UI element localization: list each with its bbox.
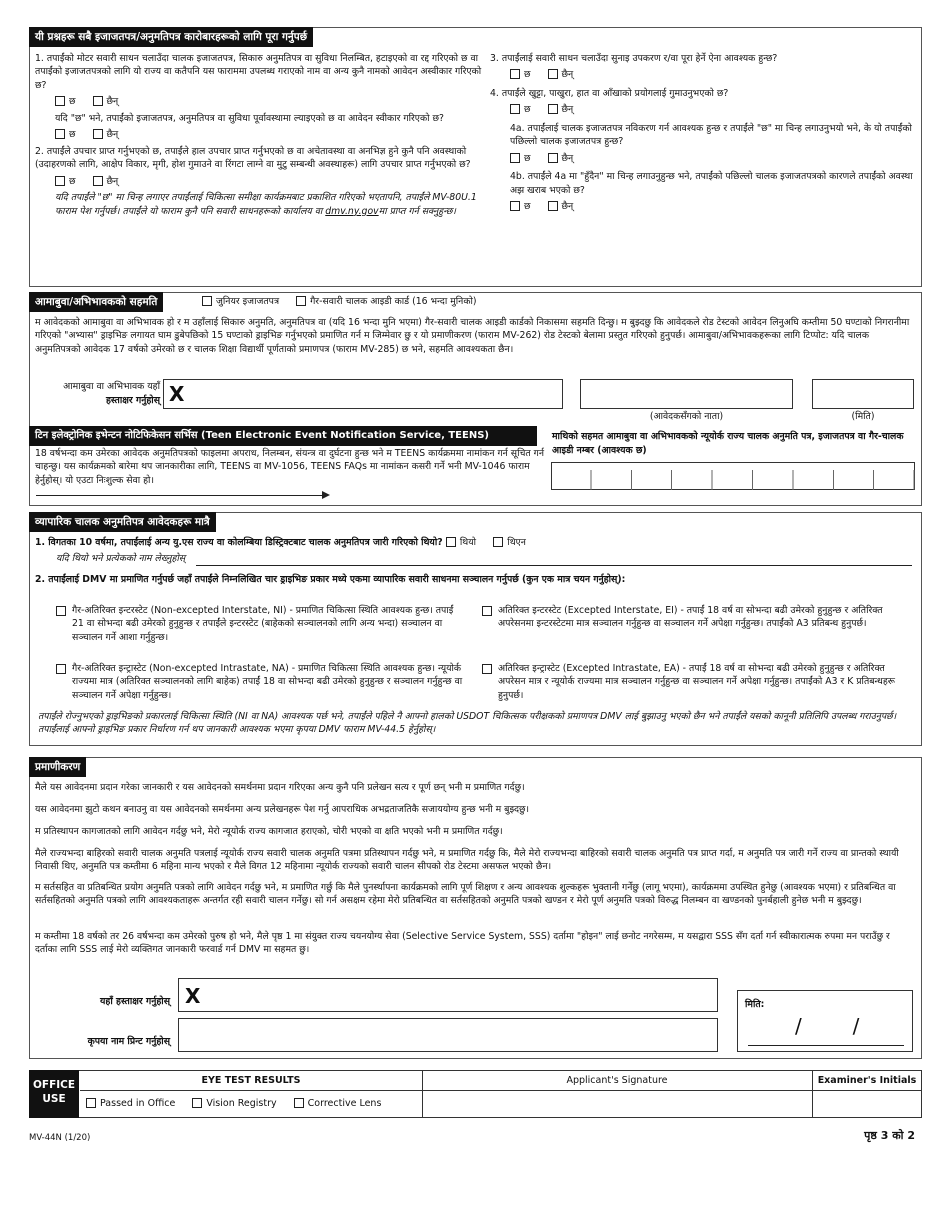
ni-checkbox[interactable] xyxy=(56,606,66,616)
relation-label: (आवेदकसँगको नाता) xyxy=(649,411,724,422)
consent-text: म आवेदकको आमाबुवा वा अभिभावक हो र म उहाँलाई सिकारु अनुमति, अनुमतिपत्र वा (यदि 16 भन्दा मुनि भएमा) गैर-सवारी चालक आइडी कार्डको निकासमा सहमति दिन्छु। म बुझ्दछु कि आवेदकले रोड टेस्टको आवेदन लिनुअघि कम्तीमा 50 घण्टाको निगरानीमा गरिएको "अभ्यास" ड्राइभिङ लगायत घाम डुबेपछिको 15 घण्टाको ड्राइभिङ गर्नुभएको प्रमाणित गर्न म जिम्मेवार छु र यो प्रमाणीकरण (फाराम MV-262) रोड टेस्टको बेलामा प्रस्तुत गरिएको हुनुपर्छ। आमाबुवा/अभिभावकहरूका लागि टिप्पोट: यदि चालक अनुमतिपत्रको आवेदक 17 वर्षको उमेरको छ र चालक शिक्षा विद्यार्थी पूर्णताको प्रमाणपत्र (फाराम MV-285) छ भने, सहमति आवश्यकता छैन। xyxy=(35,317,910,355)
parent-date-field[interactable] xyxy=(812,379,914,409)
teens-text: 18 वर्षभन्दा कम उमेरका आवेदक अनुमतिपत्रको फाइलमा अपराध, निलम्बन, संयन्त्र वा दुर्घटना हुन्छ भने म TEENS कार्यक्रममा नामांकन गर्न सूचित गर्न चाहन्छु। यस कार्यक्रमको बारेमा थप जानकारीका लागि, TEENS वा MV-1056, TEENS FAQs मा नामांकन कसरी गर्ने भनी MV-1046 फाराम हेर्नुहोस्। यो एउटा निःशुल्क सेवा हो। xyxy=(35,448,545,486)
page-number: पृष्ठ 3 को 2 xyxy=(864,1129,915,1142)
question-2-note xyxy=(55,191,483,218)
parent-id-label: माथिको सहमत आमाबुवा वा अभिभावकको न्यूयोर्क राज्य चालक अनुमति पत्र, इजाजतपत्र वा गैर-चालक आइडी नम्बर (आवश्यक छ) xyxy=(552,431,904,456)
consent-header: आमाबुवा/अभिभावकको सहमति xyxy=(29,292,163,312)
form-number: MV-44N (1/20) xyxy=(29,1133,91,1143)
parent-sign-label-2: हस्ताक्षर गर्नुहोस् xyxy=(106,395,160,406)
q2-yes-label: छ xyxy=(69,175,76,187)
teens-arrow-line xyxy=(36,495,326,496)
q3-no-label: छैन् xyxy=(561,69,574,81)
parent-signature-field[interactable] xyxy=(163,379,563,409)
dmv-link[interactable]: dmv.ny.gov xyxy=(325,205,379,217)
question-1: 1. तपाईंको मोटर सवारी साधन चलाउँदा चालक इजाजतपत्र, सिकारु अनुमतिपत्र वा सुविधा निलम्बित, हटाइएको वा रद्द गरिएको छ वा तपाईंको इजाजतपत्रको लागि यो राज्य वा कतैपनि यस फाराममा उपलब्ध गराएको नाम वा अन्य कुनै नामको आवेदन अस्वीकार गरिएको छ? xyxy=(35,53,482,91)
q4a-yes-checkbox[interactable] xyxy=(510,153,520,163)
eye-test-title: EYE TEST RESULTS xyxy=(201,1075,301,1086)
applicant-sig-header: Applicant's Signature xyxy=(566,1075,668,1086)
q2-yes-checkbox[interactable] xyxy=(55,176,65,186)
na-text: गैर-अतिरिक्त इन्ट्रास्टेट (Non-excepted Intrastate, NA) - प्रमाणित चिकित्सा स्थिति आवश्यक हुन्छ। न्यूयोर्क राज्यमा मात्र (अतिरिक्त सञ्चालनको लागि बाहेक) तपाईं 18 वा सोभन्दा बढी उमेरको हुनुहुन्छ र सञ्चालन गर्नुहुन्छ वा सञ्चालन गर्ने अपेक्षा गर्नुहुन्छ। xyxy=(72,663,463,701)
cert-p5: म सर्तसहित वा प्रतिबन्धित प्रयोग अनुमति पत्रको लागि आवेदन गर्दछु भने, म प्रमाणित गर्छु कि मैले पुनर्स्थापना कार्यक्रमको लागि पूर्ण शिक्षण र अन्य आवश्यक शुल्कहरू भुक्तानी गर्नेछु (लागू भएमा), कार्यक्रममा उपस्थित हुनेछु (आवश्यक भएमा) र प्रतिबन्धित वा सर्तसहितको अनुमति पत्रको लागि आवश्यकताहरू अन्तर्गत रही सवारी चालन गर्नेछु। सो गर्न असक्षम रहेमा मेरो प्रतिबन्धित वा सर्तसहितको अनुमति पत्रको खण्डन र मेरो पूर्ण अनुमति पत्रको विरुद्ध निलम्बन वा खण्डनको पुनर्बहाली हुनेछ भनी म बुझ्दछु। xyxy=(35,882,896,907)
ei-text: अतिरिक्त इन्टरस्टेट (Excepted Interstate, EI) - तपाईं 18 वर्ष वा सोभन्दा बढी उमेरको हुनुहुन्छ र अतिरिक्त अपरेसनमा इन्टरस्टेटमा मात्र सञ्चालन गर्नुहुन्छ वा सञ्चालन गर्ने अपेक्षा गर्नुहुन्छ। तपाईंको A3 प्रतिबन्ध हुनुपर्छ। xyxy=(498,605,883,630)
q1b-yes-label: छ xyxy=(69,129,76,141)
non-driver-id-label: गैर-सवारी चालक आइडी कार्ड (16 भन्दा मुनिको) xyxy=(310,296,477,307)
q3-yes-label: छ xyxy=(524,69,531,81)
applicant-signature-field[interactable] xyxy=(178,978,718,1012)
junior-license-checkbox[interactable] xyxy=(202,296,212,306)
cert-p1: मैले यस आवेदनमा प्रदान गरेका जानकारी र यस आवेदनको समर्थनमा प्रदान गरिएका अन्य कुनै पनि प्रलेखन सत्य र पूर्ण छन् भनी म प्रमाणित गर्दछु। xyxy=(35,782,525,793)
q4a-no-label: छैन् xyxy=(561,152,574,164)
commercial-q2: 2. तपाईंलाई DMV मा प्रमाणित गर्नुपर्छ जहाँ तपाईंले निम्नलिखित चार ड्राइभिङ प्रकार मध्ये एकमा व्यापारिक सवारी साधनमा सञ्चालन गर्नुपर्छ (कुन एक मात्र चयन गर्नुहोस्): xyxy=(35,574,626,585)
cdl-q1-yes-checkbox[interactable] xyxy=(446,537,456,547)
teens-header: टिन इलेक्ट्रोनिक इभेन्टन नोटिफिकेसन सर्भिस (Teen Electronic Event Notification Service, TEENS) xyxy=(29,426,537,446)
q2-note-end: मा प्राप्त गर्न सक्नुहुन्छ। xyxy=(378,205,456,217)
print-name-field[interactable] xyxy=(178,1018,718,1052)
certification-header: प्रमाणीकरण xyxy=(29,757,86,777)
q4-yes-checkbox[interactable] xyxy=(510,104,520,114)
na-checkbox[interactable] xyxy=(56,664,66,674)
cert-p4: मैले राज्यभन्दा बाहिरको सवारी चालक अनुमति पत्रलाई न्यूयोर्क राज्य सवारी चालक अनुमति पत्रमा प्रतिस्थापन गर्दछु भने, म प्रमाणित गर्दछु कि, मैले मेरो राज्यभन्दा बाहिरको सवारी चालक अनुमति पत्र प्राप्त गर्दा, म अनुमति पत्र जारी गर्ने राज्य वा प्रान्तको स्थायी निवासी थिए, अनुमति पत्र कम्तीमा 6 महिना मान्य भएको र मैले विगत 12 महिनामा न्यूयोर्क राज्यको सवारी चालन सीपको रोड टेस्टमा असफल भएको छैन। xyxy=(35,848,899,873)
junior-license-label: जुनियर इजाजतपत्र xyxy=(216,296,280,307)
q1-no-checkbox[interactable] xyxy=(93,96,103,106)
q2-no-checkbox[interactable] xyxy=(93,176,103,186)
passed-office-label: Passed in Office xyxy=(100,1098,176,1109)
vision-registry-checkbox[interactable] xyxy=(192,1098,202,1108)
applicant-sign-x: X xyxy=(185,984,201,1008)
q1b-yes-checkbox[interactable] xyxy=(55,129,65,139)
q4-no-checkbox[interactable] xyxy=(548,104,558,114)
questions-header: यी प्रश्नहरू सबै इजाजतपत्र/अनुमतिपत्र कारोबारहरूको लागि पूरा गर्नुपर्छ xyxy=(29,27,313,47)
arrow-icon xyxy=(322,491,330,499)
q1b-no-label: छैन् xyxy=(106,129,119,141)
q2-note-text: यदि तपाईंले "छ" मा चिन्ह लगाएर तपाईंलाई चिकित्सा समीक्षा कार्यक्रमबाट प्रकाशित गरिएको भएतापनि, तपाईंले MV-80U.1 फाराम पेश गर्नुपर्छ। तपाईंले यो फाराम कुनै पनि सवारी साधनहरूको कार्यालय वा xyxy=(55,192,477,217)
q2-no-label: छैन् xyxy=(106,175,119,187)
question-4a: 4a. तपाईंलाई चालक इजाजतपत्र नविकरण गर्न आवश्यक हुन्छ र तपाईंले "छ" मा चिन्ह लगाउनुभयो भने, के यो तपाईंको पछिल्लो चालक इजाजतपत्र हुन्छ? xyxy=(510,122,912,148)
question-3: 3. तपाईंलाई सवारी साधन चलाउँदा सुनाइ उपकरण र/वा पूरा हेर्ने ऐना आवश्यक हुन्छ? xyxy=(490,53,778,64)
corrective-lens-checkbox[interactable] xyxy=(294,1098,304,1108)
ni-text: गैर-अतिरिक्त इन्टरस्टेट (Non-excepted Interstate, NI) - प्रमाणित चिकित्सा स्थिति आवश्यक हुन्छ। तपाईं 21 वा सोभन्दा बढी उमेरको हुनुहुन्छ र तपाईंले इन्टरस्टेट (बाहेकको सञ्चालनको लागि अन्य भन्दा) सञ्चालन वा सञ्चालन गर्ने आशा गर्नुहुन्छ। xyxy=(72,605,454,643)
parent-id-dividers xyxy=(551,470,915,490)
parent-sign-x: X xyxy=(169,382,185,406)
q4b-no-checkbox[interactable] xyxy=(548,201,558,211)
ea-text: अतिरिक्त इन्ट्रास्टेट (Excepted Intrastate, EA) - तपाईं 18 वर्ष वा सोभन्दा बढी उमेरको हुनुहुन्छ र अतिरिक्त अपरेसन मात्र र न्यूयोर्क राज्यमा मात्र सञ्चालन गर्नुहुन्छ वा सञ्चालन गर्ने अपेक्षा गर्नुहुन्छ। तपाईंको A3 र K प्रतिबन्धहरू हुनुपर्छ। xyxy=(498,663,896,701)
q4-yes-label: छ xyxy=(524,104,531,116)
cdl-q1-no-checkbox[interactable] xyxy=(493,537,503,547)
question-1b: यदि "छ" भने, तपाईंको इजाजतपत्र, अनुमतिपत्र वा सुविधा पूर्वावस्थामा ल्याइएको छ वा आवेदन स्वीकार गरिएको छ? xyxy=(55,112,444,124)
states-list-field[interactable] xyxy=(196,565,912,566)
cert-date-value[interactable]: / / xyxy=(795,1014,860,1038)
print-name-label: कृपया नाम प्रिन्ट गर्नुहोस् xyxy=(87,1036,170,1047)
vision-registry-label: Vision Registry xyxy=(206,1098,277,1109)
cert-date-line xyxy=(748,1045,904,1046)
q1-yes-checkbox[interactable] xyxy=(55,96,65,106)
cdl-q1-yes-label: थियो xyxy=(459,537,477,548)
ei-checkbox[interactable] xyxy=(482,606,492,616)
q4b-no-label: छैन् xyxy=(561,201,574,213)
office-use-label: OFFICE USE xyxy=(29,1070,79,1118)
commercial-q1-note: यदि थियो भने प्रत्येकको नाम लेख्नुहोस् xyxy=(56,553,186,564)
q4b-yes-checkbox[interactable] xyxy=(510,201,520,211)
q1b-no-checkbox[interactable] xyxy=(93,129,103,139)
parent-sign-label-1: आमाबुवा वा अभिभावक यहाँ xyxy=(63,381,160,392)
examiner-initials-header: Examiner's Initials xyxy=(817,1075,917,1086)
corrective-lens-label: Corrective Lens xyxy=(307,1098,382,1109)
q1-no-label: छैन् xyxy=(106,96,119,108)
commercial-note: तपाईंले रोज्नुभएको ड्राइभिङको प्रकारलाई चिकित्सा स्थिति (NI वा NA) आवश्यक पर्छ भने, तपाईंले पहिले नै आफ्नो हालको USDOT चिकित्सक परीक्षकको प्रमाणपत्र DMV लाई बुझाउनु भएको छैन भने तपाईंले यसको कानूनी प्रतिलिपि उपलब्ध गराउनुपर्छ। तपाईंलाई आफ्नो ड्राइभिङ प्रकार निर्धारण गर्न थप जानकारी आवश्यक भएमा कृपया DMV फाराम MV-44.5 हेर्नुहोस्। xyxy=(38,711,897,736)
q1-yes-label: छ xyxy=(69,96,76,108)
q4a-no-checkbox[interactable] xyxy=(548,153,558,163)
relation-field[interactable] xyxy=(580,379,793,409)
non-driver-id-checkbox[interactable] xyxy=(296,296,306,306)
passed-office-checkbox[interactable] xyxy=(86,1098,96,1108)
cert-p6: म कम्तीमा 18 वर्षको तर 26 वर्षभन्दा कम उमेरको पुरुष हो भने, मैले पृष्ठ 1 मा संयुक्त राज्य चयनयोग्य सेवा (Selective Service System, SSS) दर्तामा "होइन" लाई छनोट नगरेसम्म, म यसद्वारा SSS सँग दर्ता गर्न स्वीकारात्मक रुपमा मन पराउँछु र दर्ताका लागि SSS लाई मेरो व्यक्तिगत जानकारी फरवार्ड गर्न DMV मा सहमत छु। xyxy=(35,931,890,956)
cert-p2: यस आवेदनमा झुटो कथन बनाउनु वा यस आवेदनको समर्थनमा अन्य प्रलेखनहरू पेश गर्नु आपराधिक अभद्रताजतिकै सजाययोग्य हुन्छ भनी म बुझ्दछु। xyxy=(35,804,530,815)
question-2: 2. तपाईंले उपचार प्राप्त गर्नुभएको छ, तपाईंले हाल उपचार प्राप्त गर्नुभएको छ वा अचेतावस्था वा अनभिज्ञ हुने कुनै पनि अवस्थाको (उदाहरणको लागि, आक्षेप विकार, मृगी, होश गुमाउने वा रिंगटा लाग्ने वा मुटु सम्बन्धी अवस्थाहरू) लागि उपचार प्राप्त गर्नुभएको छ? xyxy=(35,145,471,171)
cert-date-label: मिति: xyxy=(745,999,765,1010)
question-4: 4. तपाईंले खुट्टा, पाखुरा, हात वा आँखाको प्रयोगलाई गुमाउनुभएको छ? xyxy=(490,87,729,99)
q4-no-label: छैन् xyxy=(561,104,574,116)
sign-here-label: यहाँ हस्ताक्षर गर्नुहोस् xyxy=(100,996,170,1007)
question-4b: 4b. तपाईंले 4a मा "हुँदैन" मा चिन्ह लगाउनुहुन्छ भने, तपाईंको पछिल्लो चालक इजाजतपत्रको कारणले तपाईंको अवस्था अझ खराब भएको छ? xyxy=(510,171,913,196)
cert-p3: म प्रतिस्थापन कागजातको लागि आवेदन गर्दछु भने, मेरो न्यूयोर्क राज्य कागजात हराएको, चोरी भएको वा क्षति भएको भनी म प्रमाणित गर्दछु। xyxy=(35,826,503,837)
parent-date-label: (मिति) xyxy=(851,411,875,422)
cdl-q1-no-label: थिएन xyxy=(507,537,526,548)
commercial-q1: 1. विगतका 10 वर्षमा, तपाईंलाई अन्य यु.एस राज्य वा कोलम्बिया डिस्ट्रिक्टबाट चालक अनुमतिपत्र जारी गरिएको थियो? xyxy=(35,537,443,548)
commercial-header: व्यापारिक चालक अनुमतिपत्र आवेदकहरू मात्रै xyxy=(29,512,216,532)
q3-no-checkbox[interactable] xyxy=(548,69,558,79)
q4b-yes-label: छ xyxy=(524,201,531,213)
q3-yes-checkbox[interactable] xyxy=(510,69,520,79)
q4a-yes-label: छ xyxy=(524,152,531,164)
ea-checkbox[interactable] xyxy=(482,664,492,674)
